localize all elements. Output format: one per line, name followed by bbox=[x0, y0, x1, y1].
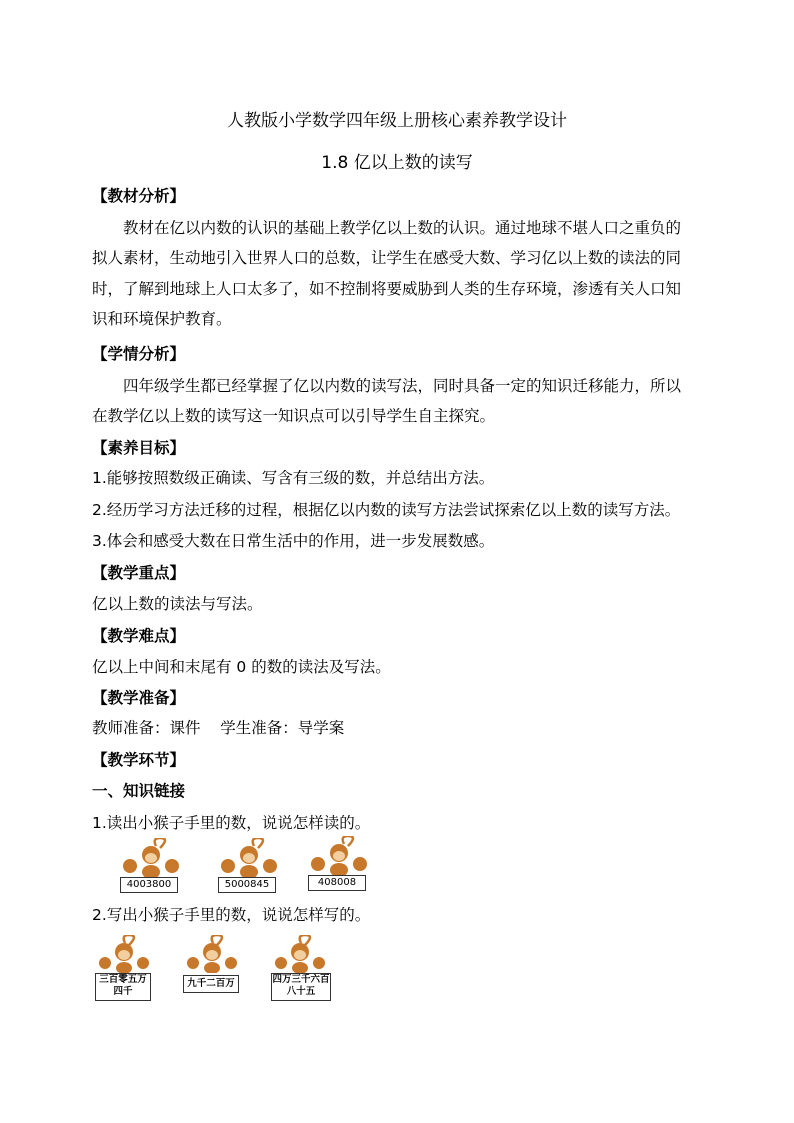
monkey-icon bbox=[95, 935, 153, 973]
number-words-sign bbox=[183, 975, 239, 993]
sign-line: 八十五 bbox=[286, 986, 316, 997]
number-sign: 4003800 bbox=[120, 877, 178, 893]
goal-item: 2.经历学习方法迁移的过程，根据亿以内数的读写方法尝试探索亿以上数的读写方法。 bbox=[92, 501, 681, 519]
monkey-illustration bbox=[271, 935, 333, 1001]
sign-line: 九千二百万 bbox=[187, 978, 235, 989]
monkey-illustration bbox=[183, 935, 241, 1001]
heading-textbook-analysis: 【教材分析】 bbox=[92, 187, 186, 205]
monkey-illustration bbox=[120, 838, 182, 894]
paragraph-line: 教材在亿以内数的认识的基础上教学亿以上数的认识。通过地球不堪人口之重负的 bbox=[123, 219, 682, 237]
lesson-title: 1.8 亿以上数的读写 bbox=[321, 153, 473, 173]
paragraph-line: 识和环境保护教育。 bbox=[92, 310, 232, 328]
difficulties-text: 亿以上中间和末尾有 0 的数的读法及写法。 bbox=[92, 658, 391, 676]
question-1: 1.读出小猴子手里的数，说说怎样读的。 bbox=[92, 814, 371, 832]
paragraph-line: 四年级学生都已经掌握了亿以内数的读写法，同时具备一定的知识迁移能力，所以 bbox=[123, 377, 682, 395]
monkey-icon bbox=[271, 935, 329, 973]
sign-line: 三百零五万 bbox=[99, 974, 147, 985]
paragraph-line: 时，了解到地球上人口太多了，如不控制将要威胁到人类的生存环境，渗透有关人口知 bbox=[92, 280, 682, 298]
heading-learner-analysis: 【学情分析】 bbox=[92, 345, 186, 363]
heading-key-points: 【教学重点】 bbox=[92, 564, 186, 582]
monkey-illustration bbox=[308, 836, 370, 892]
heading-difficulties: 【教学难点】 bbox=[92, 627, 186, 645]
heading-teaching-steps: 【教学环节】 bbox=[92, 751, 186, 769]
sign-line: 四千 bbox=[113, 986, 133, 997]
number-sign: 408008 bbox=[308, 875, 366, 891]
number-words-sign bbox=[95, 973, 151, 1001]
goal-item: 3.体会和感受大数在日常生活中的作用，进一步发展数感。 bbox=[92, 532, 495, 550]
monkey-icon bbox=[183, 935, 241, 973]
monkey-icon bbox=[120, 838, 182, 878]
goal-item: 1.能够按照数级正确读、写含有三级的数，并总结出方法。 bbox=[92, 469, 495, 487]
question-2: 2.写出小猴子手里的数，说说怎样写的。 bbox=[92, 906, 371, 924]
heading-goals: 【素养目标】 bbox=[92, 439, 186, 457]
document-title: 人教版小学数学四年级上册核心素养教学设计 bbox=[227, 111, 567, 131]
monkey-icon bbox=[308, 836, 370, 876]
preparation-text: 教师准备：课件 学生准备：导学案 bbox=[92, 719, 345, 737]
section-knowledge-link: 一、知识链接 bbox=[92, 782, 186, 800]
number-sign: 5000845 bbox=[218, 877, 276, 893]
monkey-illustration bbox=[95, 935, 153, 1001]
heading-preparation: 【教学准备】 bbox=[92, 689, 186, 707]
number-words-sign bbox=[271, 973, 331, 1001]
paragraph-line: 在教学亿以上数的读写这一知识点可以引导学生自主探究。 bbox=[92, 407, 496, 425]
paragraph-line: 拟人素材，生动地引入世界人口的总数，让学生在感受大数、学习亿以上数的读法的同 bbox=[92, 249, 682, 267]
sign-line: 四万三千六百 bbox=[272, 974, 330, 985]
monkey-illustration bbox=[218, 838, 280, 894]
monkey-icon bbox=[218, 838, 280, 878]
key-points-text: 亿以上数的读法与写法。 bbox=[92, 595, 263, 613]
